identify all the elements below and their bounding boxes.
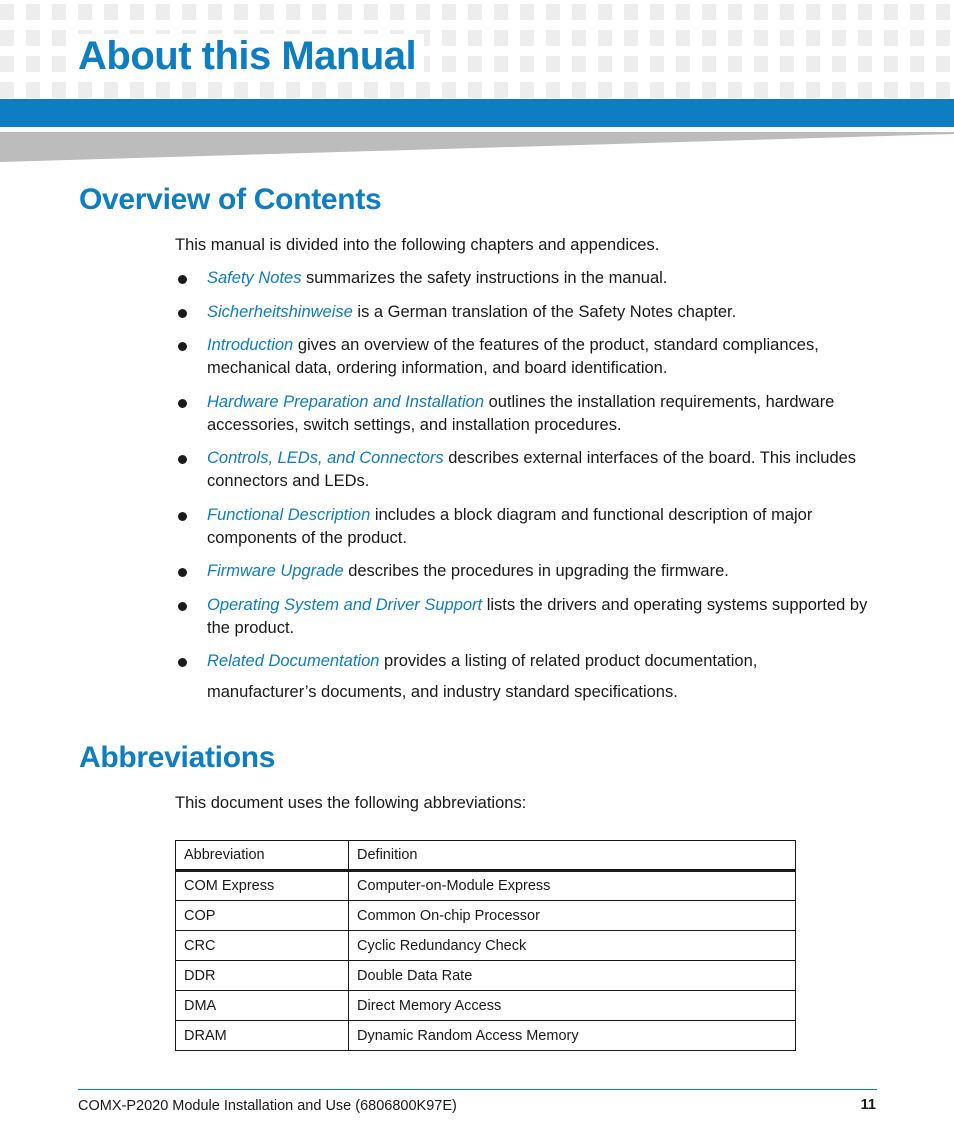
table-cell-abbreviation: COP: [176, 901, 349, 931]
list-item-text: is a German translation of the Safety Notes chapter.: [352, 303, 737, 321]
list-item: [175, 504, 875, 560]
table-cell-definition: Direct Memory Access: [349, 991, 796, 1021]
table-cell-abbreviation: CRC: [176, 931, 349, 961]
list-item-text: outlines the installation requirements, hardware accessories, switch settings, and installation procedures.: [207, 393, 835, 434]
chapter-link-introduction[interactable]: Introduction: [207, 336, 294, 354]
list-item-text: summarizes the safety instructions in the manual.: [301, 269, 668, 287]
table-cell-definition: Common On-chip Processor: [349, 901, 796, 931]
table-row: [176, 871, 796, 901]
header-gray-wedge: [0, 132, 954, 162]
list-item: [175, 391, 875, 447]
bullet-icon: [178, 399, 187, 408]
chapter-link-safety-notes[interactable]: Safety Notes: [207, 269, 302, 287]
page-number: 11: [860, 1097, 876, 1113]
chapter-link-hardware-preparation[interactable]: Hardware Preparation and Installation: [207, 393, 484, 411]
list-item-text: lists the drivers and operating systems supported by the product.: [207, 596, 868, 637]
chapter-title: About this Manual: [78, 34, 424, 79]
table-cell-abbreviation: DMA: [176, 991, 349, 1021]
table-cell-definition: Double Data Rate: [349, 961, 796, 991]
overview-intro: This manual is divided into the following chapters and appendices.: [175, 236, 660, 254]
table-cell-definition: Dynamic Random Access Memory: [349, 1021, 796, 1051]
bullet-icon: [178, 275, 187, 284]
list-item-text: gives an overview of the features of the product, standard compliances, mechanical data, ordering information, and board identification.: [207, 336, 819, 377]
abbreviations-intro: This document uses the following abbreviations:: [175, 794, 527, 812]
column-header: Abbreviation: [176, 841, 349, 871]
list-item: [175, 334, 875, 391]
table-cell-abbreviation: DRAM: [176, 1021, 349, 1051]
list-item: [175, 267, 875, 301]
list-item-text: describes the procedures in upgrading the firmware.: [343, 562, 729, 580]
abbreviations-heading: Abbreviations: [79, 741, 276, 774]
bullet-icon: [178, 658, 187, 667]
table-cell-abbreviation: COM Express: [176, 871, 349, 901]
bullet-icon: [178, 342, 187, 351]
header-blue-bar: [0, 99, 954, 127]
list-item-continuation: [175, 681, 875, 704]
chapter-link-sicherheitshinweise[interactable]: Sicherheitshinweise: [207, 303, 353, 321]
chapter-link-controls-leds-connectors[interactable]: Controls, LEDs, and Connectors: [207, 449, 444, 467]
table-row: [176, 901, 796, 931]
column-header: Definition: [349, 841, 796, 871]
chapter-link-functional-description[interactable]: Functional Description: [207, 506, 371, 524]
bullet-icon: [178, 455, 187, 464]
list-item-text: describes external interfaces of the board. This includes connectors and LEDs.: [207, 449, 857, 490]
table-cell-abbreviation: DDR: [176, 961, 349, 991]
table-cell-definition: Computer-on-Module Express: [349, 871, 796, 901]
list-item: [175, 594, 875, 650]
table-row: [176, 1021, 796, 1051]
chapter-list: [175, 267, 875, 704]
list-item-text: provides a listing of related product documentation,: [379, 652, 758, 670]
table-cell-definition: Cyclic Redundancy Check: [349, 931, 796, 961]
footer-rule: [78, 1089, 877, 1090]
list-item: [175, 447, 875, 504]
footer-document-title: COMX-P2020 Module Installation and Use (6806800K97E): [78, 1098, 457, 1114]
list-item: [175, 650, 875, 681]
list-item: [175, 560, 875, 594]
list-item-text: includes a block diagram and functional description of major components of the product.: [207, 506, 813, 547]
table-row: [176, 931, 796, 961]
table-row: [176, 991, 796, 1021]
abbreviations-table: [175, 840, 796, 1051]
bullet-icon: [178, 309, 187, 318]
bullet-icon: [178, 568, 187, 577]
bullet-icon: [178, 512, 187, 521]
list-item-text: manufacturer’s documents, and industry standard specifications.: [207, 683, 678, 701]
overview-heading: Overview of Contents: [79, 183, 382, 216]
bullet-icon: [178, 602, 187, 611]
chapter-link-related-documentation[interactable]: Related Documentation: [207, 652, 380, 670]
chapter-link-os-driver-support[interactable]: Operating System and Driver Support: [207, 596, 483, 614]
list-item: [175, 301, 875, 334]
table-header-row: [176, 841, 796, 871]
table-row: [176, 961, 796, 991]
chapter-link-firmware-upgrade[interactable]: Firmware Upgrade: [207, 562, 344, 580]
